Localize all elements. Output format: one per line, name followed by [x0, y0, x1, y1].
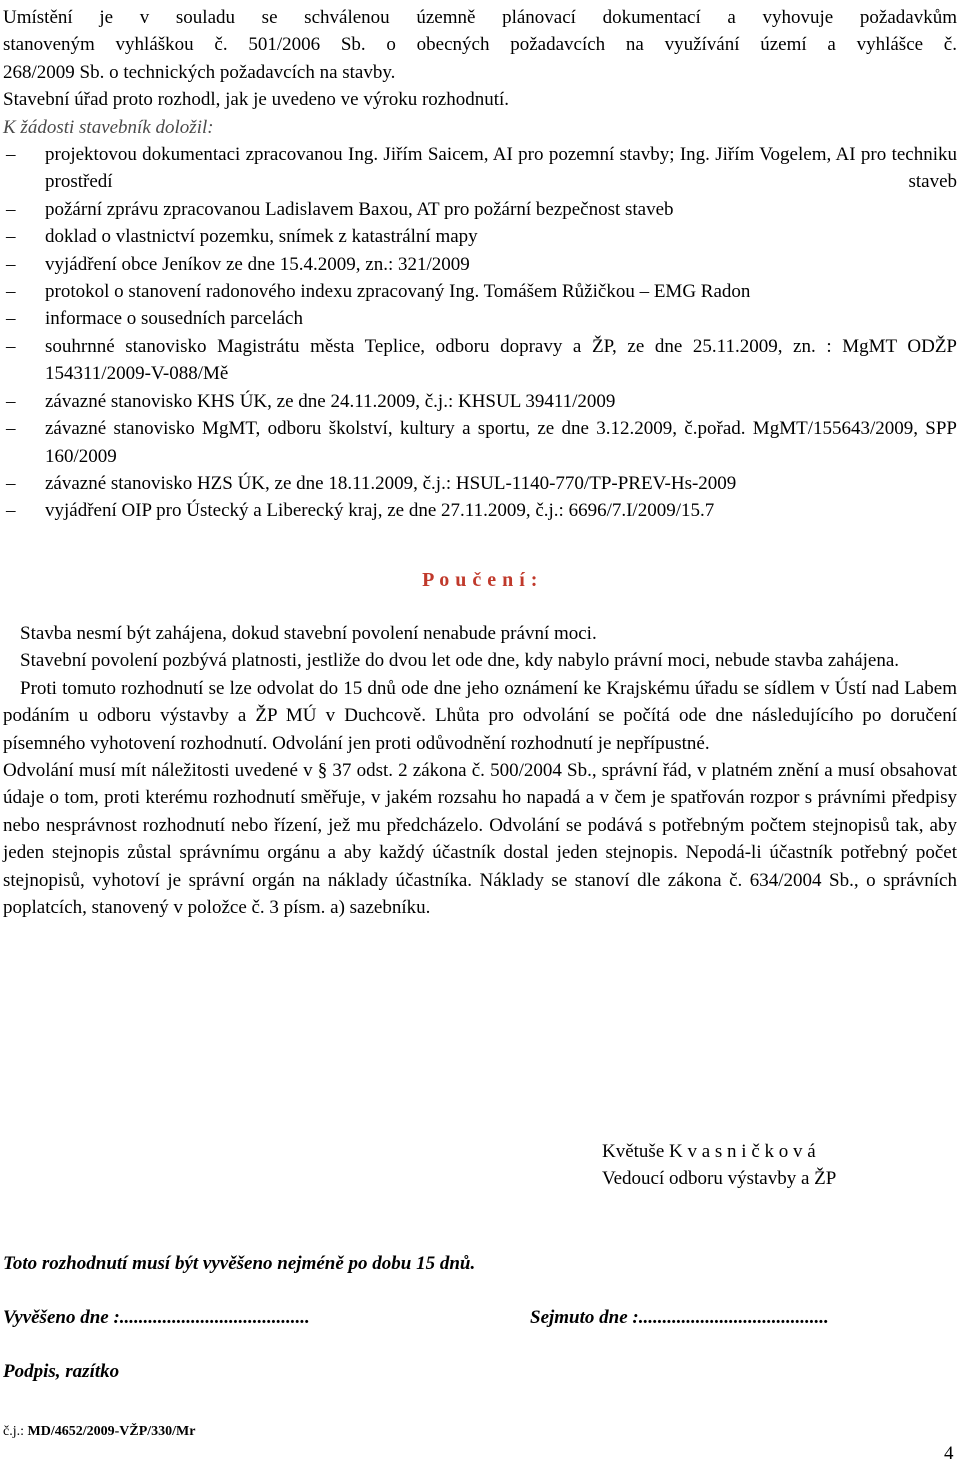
signature-block [602, 1138, 942, 1192]
attachment-item: – požární zprávu zpracovanou Ladislavem Baxou, AT pro požární bezpečnost staveb [3, 196, 957, 223]
signatory-name: Květuše K v a s n i č k o v á [602, 1141, 816, 1162]
instruction-paragraph: Stavba nesmí být zahájena, dokud stavební povolení nenabude právní moci. [20, 623, 597, 644]
attachment-item: – závazné stanovisko KHS ÚK, ze dne 24.11.2009, č.j.: KHSUL 39411/2009 [3, 388, 957, 415]
intro-line: stanoveným vyhláškou č. 501/2006 Sb. o obecných požadavcích na využívání území a vyhlášce č. [3, 34, 957, 56]
attachments-list [3, 141, 957, 525]
attachments-heading: K žádosti stavebník doložil: [3, 116, 214, 138]
attachment-item: – protokol o stanovení radonového indexu zpracovaný Ing. Tomášem Růžičkou – EMG Radon [3, 278, 957, 305]
attachment-item: – souhrnné stanovisko Magistrátu města Teplice, odboru dopravy a ŽP, ze dne 25.11.2009, zn. : MgMT ODŽP 154311/2009-V-088/Mě [3, 333, 957, 388]
page-number: 4 [944, 1443, 954, 1464]
signature-stamp-label: Podpis, razítko [3, 1361, 120, 1382]
signatory-role: Vedoucí odboru výstavby a ŽP [602, 1168, 837, 1189]
reference-prefix: č.j.: [3, 1424, 28, 1439]
intro-line: Stavební úřad proto rozhodl, jak je uvedeno ve výroku rozhodnutí. [3, 89, 510, 111]
attachment-item: – vyjádření obce Jeníkov ze dne 15.4.2009, zn.: 321/2009 [3, 251, 957, 278]
attachment-item: – projektovou dokumentaci zpracovanou Ing. Jiřím Saicem, AI pro pozemní stavby; Ing. Jiřím Vogelem, AI pro techniku prostředí staveb [3, 141, 957, 196]
attachment-item: – informace o sousedních parcelách [3, 305, 957, 332]
instruction-paragraph: Stavební povolení pozbývá platnosti, jestliže do dvou let ode dne, kdy nabylo právní moci, nebude stavba zahájena. [20, 650, 900, 672]
attachment-item: – doklad o vlastnictví pozemku, snímek z katastrální mapy [3, 223, 957, 250]
posted-date-field: Vyvěšeno dne :........................................ [3, 1307, 310, 1328]
intro-section [3, 4, 957, 525]
instruction-paragraph: Proti tomuto rozhodnutí se lze odvolat do 15 dnů ode dne jeho oznámení ke Krajskému úřadu se sídlem v Ústí nad Labem podáním u odboru výstavby a ŽP MÚ v Duchcově. Lhůta pro odvolání se počítá ode dne následujícího po doručení písemného vyhotovení rozhodnutí. Odvolání jen proti odůvodnění rozhodnutí je nepřípustné. [3, 677, 957, 754]
attachment-item: – závazné stanovisko MgMT, odboru školství, kultury a sportu, ze dne 3.12.2009, č.pořad. MgMT/155643/2009, SPP 160/2009 [3, 415, 957, 470]
instruction-heading: P o u č e n í : [422, 569, 538, 591]
intro-line: 268/2009 Sb. o technických požadavcích na stavby. [3, 61, 396, 83]
attachment-item: – vyjádření OIP pro Ústecký a Liberecký kraj, ze dne 27.11.2009, č.j.: 6696/7.I/2009/15.7 [3, 497, 957, 524]
instruction-section [3, 620, 957, 921]
reference-number [3, 1423, 195, 1441]
attachment-item: – závazné stanovisko HZS ÚK, ze dne 18.11.2009, č.j.: HSUL-1140-770/TP-PREV-Hs-2009 [3, 470, 957, 497]
instruction-paragraph: Odvolání musí mít náležitosti uvedené v § 37 odst. 2 zákona č. 500/2004 Sb., správní řád, v platném znění a musí obsahovat údaje o tom, proti kterému rozhodnutí směřuje, v jakém rozsahu ho napadá a v čem je spatřován rozpor s právními předpisy nebo nesprávnost rozhodnutí nebo řízení, jež mu předcházelo. Odvolání se podává s potřebným počtem stejnopisů tak, aby jeden stejnopis zůstal správnímu orgánu a aby každý účastník dostal jeden stejnopis. Nepodá-li účastník potřebný počet stejnopisů, vyhotoví je správní orgán na náklady účastníka. Náklady se stanoví dle zákona č. 634/2004 Sb., o správních poplatcích, stanovený v položce č. 3 písm. a) sazebníku. [3, 760, 957, 919]
posting-notice: Toto rozhodnutí musí být vyvěšeno nejméně po dobu 15 dnů. [3, 1253, 476, 1274]
intro-line: Umístění je v souladu se schválenou územně plánovací dokumentací a vyhovuje požadavkům [3, 7, 957, 28]
reference-value: MD/4652/2009-VŽP/330/Mr [27, 1424, 196, 1439]
removed-date-field: Sejmuto dne :........................................ [530, 1307, 829, 1328]
